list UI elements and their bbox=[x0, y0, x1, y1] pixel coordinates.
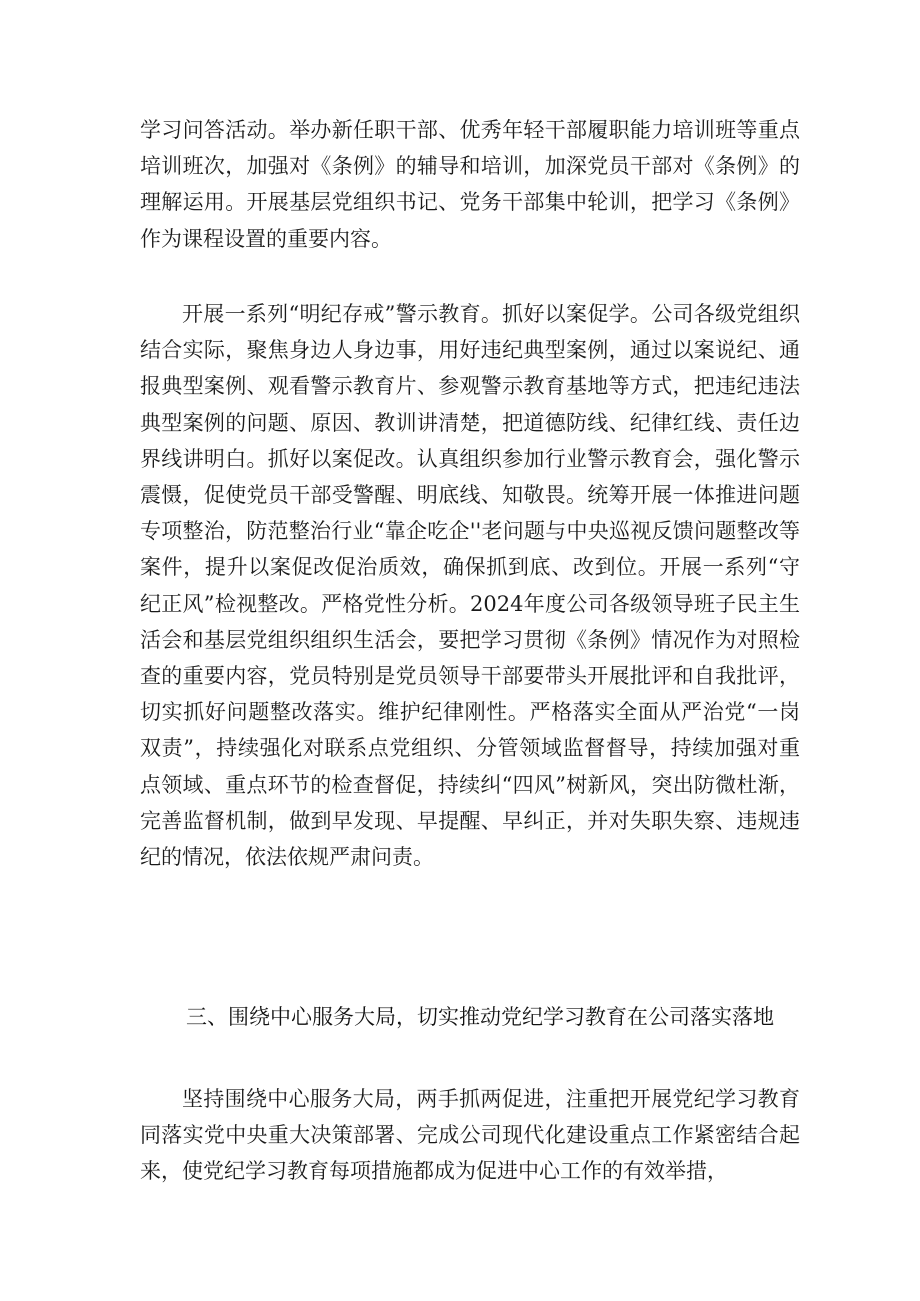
section-heading-three: 三、围绕中心服务大局，切实推动党纪学习教育在公司落实落地 bbox=[186, 1005, 774, 1029]
paragraph-study-training: 学习问答活动。举办新任职干部、优秀年轻干部履职能力培训班等重点培训班次，加强对《条例》的辅导和培训，加深党员干部对《条例》的理解运用。开展基层党组织书记、党务干部集中轮训，把学习《条例》作为课程设置的重要内容。 bbox=[140, 118, 800, 251]
paragraph-serve-overall: 坚持围绕中心服务大局，两手抓两促进，注重把开展党纪学习教育同落实党中央重大决策部署、完成公司现代化建设重点工作紧密结合起来，使党纪学习教育每项措施都成为促进中心工作的有效举措， bbox=[140, 1087, 800, 1184]
paragraph-warning-education: 开展一系列“明纪存戒”警示教育。抓好以案促学。公司各级党组织结合实际，聚焦身边人身边事，用好违纪典型案例，通过以案说纪、通报典型案例、观看警示教育片、参观警示教育基地等方式，把违纪违法典型案例的问题、原因、教训讲清楚，把道德防线、纪律红线、责任边界线讲明白。抓好以案促改。认真组织参加行业警示教育会，强化警示震慑，促使党员干部受警醒、明底线、知敬畏。统筹开展一体推进问题专项整治，防范整治行业“靠企吃企''老问题与中央巡视反馈问题整改等案件，提升以案促改促治质效，确保抓到底、改到位。开展一系列“守纪正风”检视整改。严格党性分析。2024年度公司各级领导班子民主生活会和基层党组织组织生活会，要把学习贯彻《条例》情况作为对照检查的重要内容，党员特别是党员领导干部要带头开展批评和自我批评，切实抓好问题整改落实。维护纪律刚性。严格落实全面从严治党“一岗双责”，持续强化对联系点党组织、分管领域监督督导，持续加强对重点领域、重点环节的检查督促，持续纠“四风”树新风，突出防微杜渐，完善监督机制，做到早发现、早提醒、早纠正，并对失职失察、违规违纪的情况，依法依规严肃问责。 bbox=[140, 302, 800, 870]
